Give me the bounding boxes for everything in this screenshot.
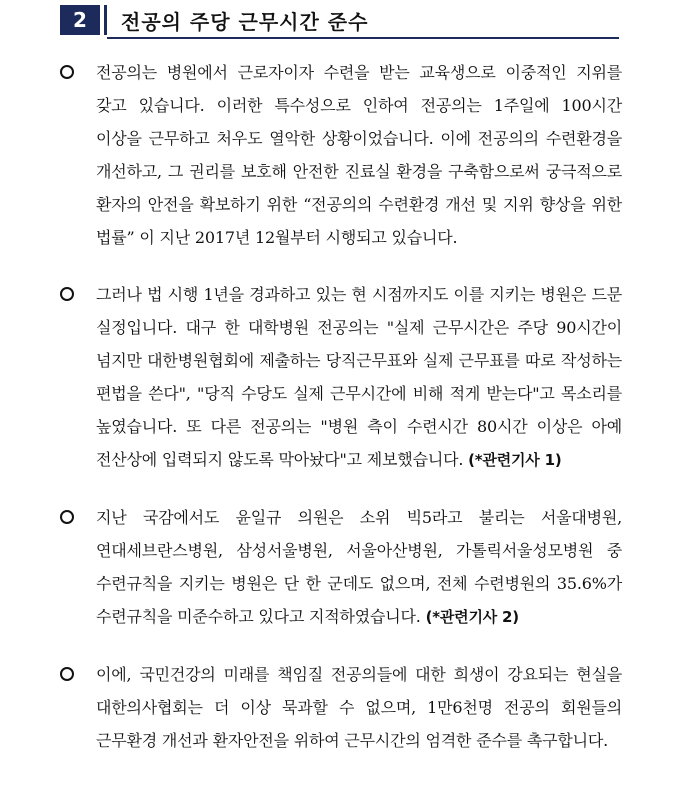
section-header xyxy=(60,4,620,36)
article-reference: (*관련기사 2) xyxy=(425,608,519,626)
section-title: 전공의 주당 근무시간 준수 xyxy=(121,9,369,34)
header-underline xyxy=(107,37,619,39)
bullet-circle-icon xyxy=(60,278,96,311)
paragraph-body: 그러나 법 시행 1년을 경과하고 있는 현 시점까지도 이를 지키는 병원은 드문 실정입니다. 대구 한 대학병원 전공의는 "실제 근무시간은 주당 90시간이 넘지만 대한병원협회에 제출하는 당직근무표와 실제 근무표를 따로 작성하는 편법을 쓴다", "당직 수당도 실제 근무시간에 비해 적게 받는다"고 목소리를 높였습니다. 또 다른 전공의는 "병원 측이 수련시간 80시간 이상은 아예 전산상에 입력되지 않도록 막아놨다"고 제보했습니다. xyxy=(96,285,622,469)
paragraph-text xyxy=(96,501,622,634)
article-reference: (*관련기사 1) xyxy=(468,451,562,469)
section-number-badge: 2 xyxy=(60,5,100,35)
paragraph-2 xyxy=(60,278,622,477)
paragraph-text xyxy=(96,658,622,757)
bullet-circle-icon xyxy=(60,658,96,691)
paragraph-3 xyxy=(60,501,622,634)
paragraph-text xyxy=(96,56,622,254)
bullet-circle-icon xyxy=(60,56,96,89)
paragraph-body: 전공의는 병원에서 근로자이자 수련을 받는 교육생으로 이중적인 지위를 갖고 있습니다. 이러한 특수성으로 인하여 전공의는 1주일에 100시간 이상을 근무하고 처우도 열악한 상황이었습니다. 이에 전공의의 수련환경을 개선하고, 그 권리를 보호해 안전한 진료실 환경을 구축함으로써 궁극적으로 환자의 안전을 확보하기 위한 “전공의의 수련환경 개선 및 지위 향상을 위한 법률” 이 지난 2017년 12월부터 시행되고 있습니다. xyxy=(96,63,622,247)
paragraph-body: 이에, 국민건강의 미래를 책임질 전공의들에 대한 희생이 강요되는 현실을 대한의사협회는 더 이상 묵과할 수 없으며, 1만6천명 전공의 회원들의 근무환경 개선과 환자안전을 위하여 근무시간의 엄격한 준수를 촉구합니다. xyxy=(96,665,622,750)
paragraph-1 xyxy=(60,56,622,254)
paragraph-text xyxy=(96,278,622,477)
badge-bar xyxy=(104,5,107,35)
bullet-circle-icon xyxy=(60,501,96,534)
paragraph-4 xyxy=(60,658,622,757)
document-body xyxy=(60,56,622,781)
paragraph-body: 지난 국감에서도 윤일규 의원은 소위 빅5라고 불리는 서울대병원, 연대세브란스병원, 삼성서울병원, 서울아산병원, 가톨릭서울성모병원 중 수련규칙을 지키는 병원은 단 한 군데도 없으며, 전체 수련병원의 35.6%가 수련규칙을 미준수하고 있다고 지적하였습니다. xyxy=(96,508,622,626)
